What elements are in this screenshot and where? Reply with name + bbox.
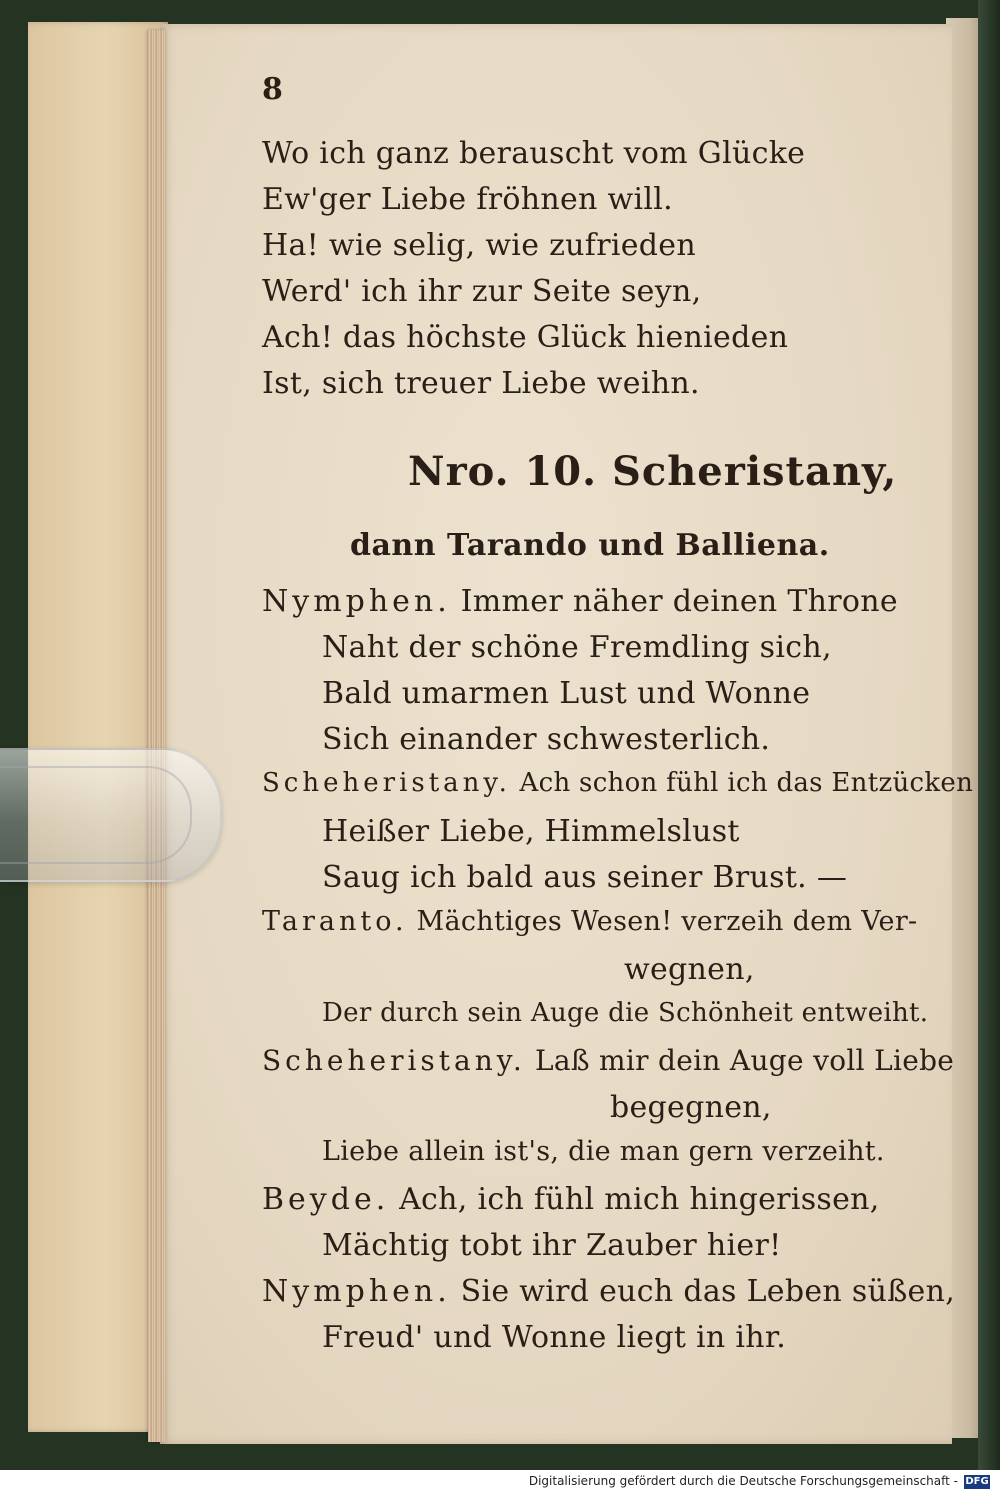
dialogue-line-2: Naht der schöne Fremdling sich, [322, 630, 832, 665]
dialogue-text: Ach schon fühl ich das Entzücken [519, 768, 974, 798]
dialogue-line-10: Der durch sein Auge die Schönheit entweiht. [322, 998, 929, 1028]
dialogue-line-15: Mächtig tobt ihr Zauber hier! [322, 1228, 782, 1263]
dialogue-line-16 [262, 1274, 955, 1309]
page-edges [148, 30, 166, 1442]
verse-line-1: Wo ich ganz berauscht vom Glücke [262, 136, 806, 171]
footer-bar [0, 1470, 1000, 1494]
dialogue-line-14 [262, 1182, 880, 1217]
speaker-label: Nymphen. [262, 584, 451, 619]
dialogue-line-17: Freud' und Wonne liegt in ihr. [322, 1320, 787, 1355]
dialogue-line-5 [262, 768, 973, 798]
dialogue-text: Ach, ich fühl mich hingerissen, [399, 1182, 880, 1217]
section-subheading: dann Tarando und Balliena. [350, 528, 830, 563]
dialogue-text: Sie wird euch das Leben süßen, [460, 1274, 956, 1309]
speaker-label: Scheheristany. [262, 1044, 526, 1077]
dialogue-line-1 [262, 584, 898, 619]
dialogue-line-13: Liebe allein ist's, die man gern verzeiht. [322, 1136, 885, 1167]
dialogue-text: Laß mir dein Auge voll Liebe [534, 1044, 955, 1077]
speaker-label: Nymphen. [262, 1274, 451, 1309]
verse-line-2: Ew'ger Liebe fröhnen will. [262, 182, 673, 217]
page-number: 8 [262, 72, 283, 107]
verse-line-5: Ach! das höchste Glück hienieden [262, 320, 789, 355]
verse-line-6: Ist, sich treuer Liebe weihn. [262, 366, 700, 401]
verse-line-4: Werd' ich ihr zur Seite seyn, [262, 274, 702, 309]
dfg-logo-icon: DFG [965, 1476, 989, 1487]
footer-credit: Digitalisierung gefördert durch die Deutsche Forschungsgemeinschaft - [528, 1474, 958, 1488]
book-cover-left [28, 22, 168, 1432]
dialogue-line-3: Bald umarmen Lust und Wonne [322, 676, 811, 711]
plastic-page-clip-inner [0, 766, 192, 864]
book-spine-right [978, 0, 1000, 1470]
dialogue-line-4: Sich einander schwesterlich. [322, 722, 771, 757]
dialogue-line-8 [262, 906, 917, 937]
dialogue-line-12: begegnen, [610, 1090, 772, 1125]
dialogue-text: Immer näher deinen Throne [460, 584, 898, 619]
speaker-label: Scheheristany. [262, 768, 511, 798]
verse-line-3: Ha! wie selig, wie zufrieden [262, 228, 696, 263]
section-heading: Nro. 10. Scheristany, [408, 448, 898, 495]
speaker-label: Beyde. [262, 1182, 390, 1217]
dialogue-text: Mächtiges Wesen! verzeih dem Ver- [416, 906, 918, 937]
dialogue-line-11 [262, 1044, 954, 1077]
dialogue-line-6: Heißer Liebe, Himmelslust [322, 814, 740, 849]
dialogue-line-9: wegnen, [624, 952, 755, 987]
speaker-label: Taranto. [262, 906, 408, 937]
dialogue-line-7: Saug ich bald aus seiner Brust. — [322, 860, 848, 895]
